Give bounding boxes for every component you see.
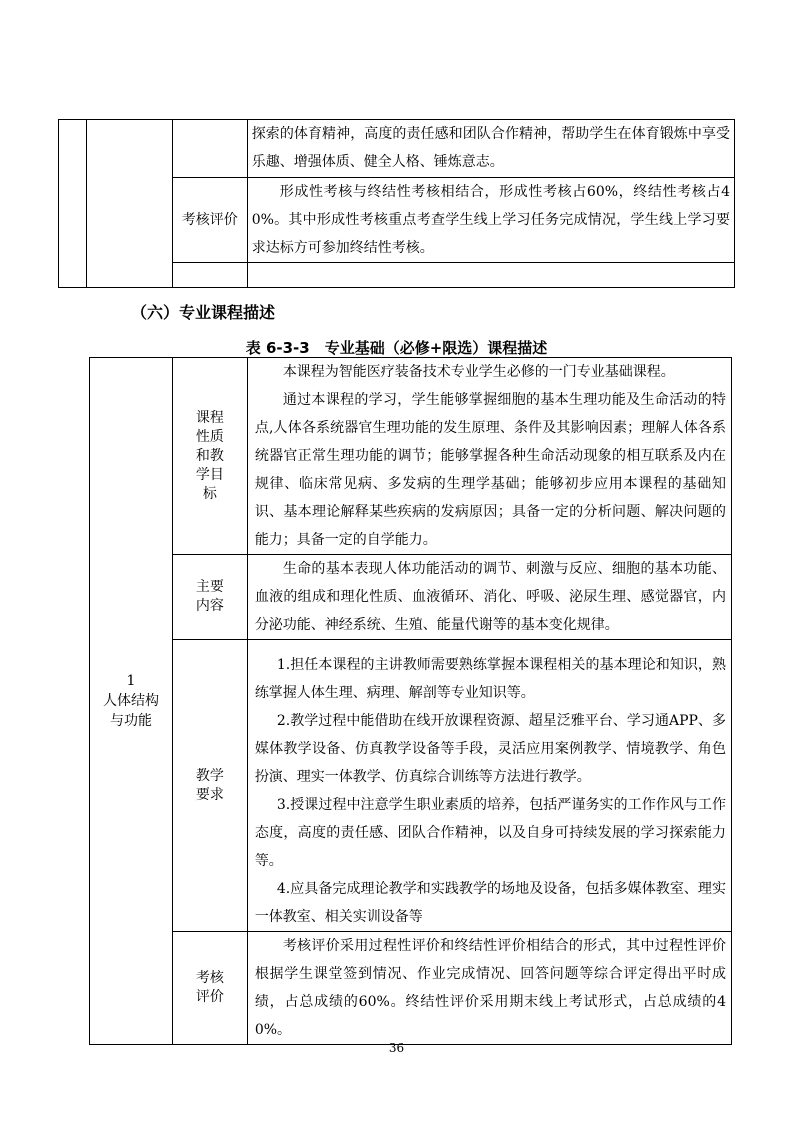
table-cell-empty	[86, 120, 172, 288]
teaching-item: 3.授课过程中注意学生职业素质的培养，包括严谨务实的工作作风与工作态度，高度的责任感、团队合作精神，以及自身可持续发展的学习探索能力等。	[254, 797, 726, 869]
course-name: 人体结构与功能	[102, 693, 159, 729]
teaching-item: 1.担任本课程的主讲教师需要熟练掌握本课程相关的基本理论和知识，熟练掌握人体生理、病理、解剖等专业知识等。	[254, 657, 726, 701]
assessment-label-cell	[172, 178, 247, 263]
table-cell-empty	[172, 263, 247, 288]
page-number: 36	[388, 1041, 405, 1055]
table-cell	[247, 178, 734, 263]
course-assessment-label: 考核 评价	[195, 970, 224, 1005]
teaching-cell	[247, 640, 731, 932]
assessment-label-cell	[172, 932, 247, 1045]
assessment-cell	[247, 932, 731, 1045]
teaching-item: 4.应具备完成理论教学和实践教学的场地及设备，包括多媒体教室、理实一体教室、相关实训设备等	[254, 881, 726, 925]
teaching-label: 教学 要求	[195, 767, 224, 803]
nature-goal-paragraph: 通过本课程的学习，学生能够掌握细胞的基本生理功能及生命活动的特点,人体各系统器官生理功能的发生原理、条件及其影响因素；理解人体各系统器官正常生理功能的调节；能够掌握各种生命活动现象的相互联系及内在规律、临床常见病、多发病的生理学基础；能够初步应用本课程的基础知识、基本理论解释某些疾病的发病原因；具备一定的分析问题、解决问题的能力；具备一定的自学能力。	[254, 392, 726, 548]
teaching-label-cell	[172, 640, 247, 932]
content-cell	[247, 555, 731, 640]
assessment-text: 形成性考核与终结性考核相结合，形成性考核占60%，终结性考核占40%。其中形成性考核重点考查学生线上学习任务完成情况，学生线上学习要求达标方可参加终结性考核。	[251, 184, 730, 256]
table-cell-empty	[172, 120, 247, 178]
content-label-cell	[172, 555, 247, 640]
content-text: 生命的基本表现人体功能活动的调节、刺激与反应、细胞的基本功能、血液的组成和理化性质、血液循环、消化、呼吸、泌尿生理、感觉器官，内分泌功能、神经系统、生殖、能量代谢等的基本变化规律。	[254, 561, 726, 633]
teaching-item: 2.教学过程中能借助在线开放课程资源、超星泛雅平台、学习通APP、多媒体教学设备、仿真教学设备等手段，灵活应用案例教学、情境教学、角色扮演、理实一体教学、仿真综合训练等方法进行教学。	[254, 713, 726, 785]
course-description-table	[89, 357, 732, 1045]
continued-course-table	[58, 119, 735, 288]
course-title-cell	[90, 358, 173, 1045]
section-heading: （六）专业课程描述	[131, 303, 276, 322]
nature-goal-cell	[247, 358, 731, 555]
nature-goal-label-cell	[172, 358, 247, 555]
table-cell	[247, 120, 734, 178]
nature-goal-paragraph: 本课程为智能医疗装备技术专业学生必修的一门专业基础课程。	[282, 364, 675, 380]
table-caption: 表 6-3-3 专业基础（必修+限选）课程描述	[245, 339, 548, 357]
course-assessment-text: 考核评价采用过程性评价和终结性评价相结合的形式，其中过程性评价根据学生课堂签到情况、作业完成情况、回答问题等综合评定得出平时成绩，占总成绩的60%。终结性评价采用期末线上考试形式，占总成绩的40%。	[254, 938, 726, 1038]
table-cell-empty	[247, 263, 734, 288]
course-number: 1	[126, 673, 136, 689]
spirit-text: 探索的体育精神，高度的责任感和团队合作精神，帮助学生在体育锻炼中享受乐趣、增强体质、健全人格、锤炼意志。	[251, 126, 730, 170]
table-cell-empty	[59, 120, 87, 288]
content-label: 主要 内容	[195, 579, 224, 614]
assessment-label: 考核评价	[181, 212, 238, 228]
nature-goal-label: 课程 性质 和教 学目 标	[195, 409, 224, 502]
